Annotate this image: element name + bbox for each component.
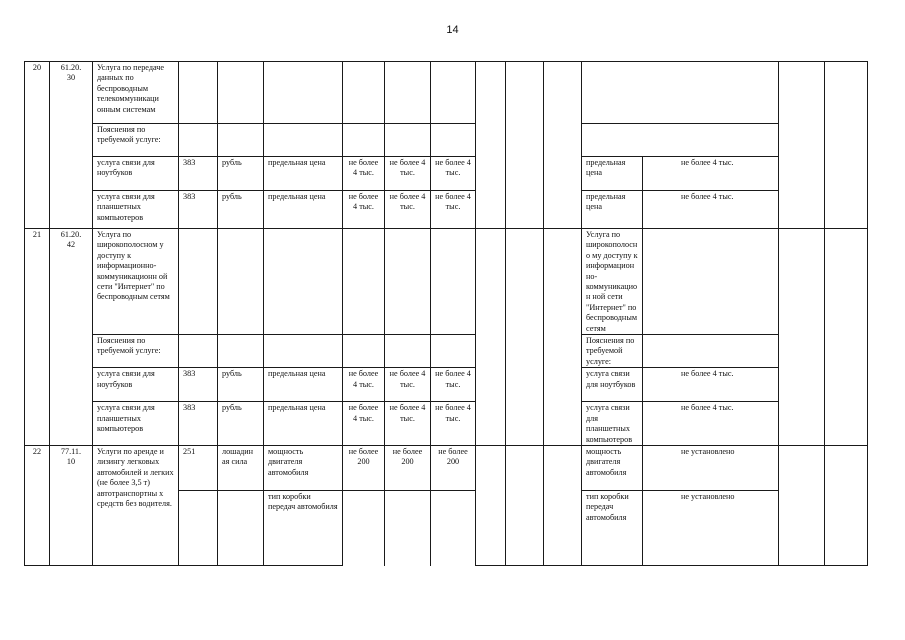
service-name: Услуги по аренде и лизингу легковых автомобилей и легких (не более 3,5 т) автотранспортны х средств без водителя. <box>93 445 179 565</box>
unit-name: рубль <box>218 157 264 191</box>
item-name: услуга связи для ноутбуков <box>93 368 179 402</box>
okei-code: 251 <box>179 445 218 490</box>
value-cell: не более 4 тыс. <box>431 368 476 402</box>
table-row <box>25 445 868 490</box>
value-cell: не более 4 тыс. <box>343 368 385 402</box>
requirements-table <box>24 61 868 566</box>
characteristic: тип коробки передач автомобиля <box>264 490 343 565</box>
okpd-code: 61.20. 42 <box>50 229 93 446</box>
value-cell: не более 4 тыс. <box>343 191 385 229</box>
table-row <box>25 229 868 335</box>
characteristic: мощность двигателя автомобиля <box>264 445 343 490</box>
characteristic: предельная цена <box>264 368 343 402</box>
service-name: Услуга по передаче данных по беспроводным телекоммуникаци онным системам <box>93 62 179 124</box>
value-cell: не более 4 тыс. <box>431 157 476 191</box>
value-cell: не более 4 тыс. <box>385 368 431 402</box>
table-row <box>25 402 868 446</box>
row-number: 21 <box>25 229 50 446</box>
okei-code: 383 <box>179 157 218 191</box>
table-row <box>25 62 868 124</box>
okei-code: 383 <box>179 402 218 446</box>
unit-name: рубль <box>218 402 264 446</box>
table-row <box>25 157 868 191</box>
characteristic-2: услуга связи для планшетных компьютеров <box>582 402 643 446</box>
value-cell: не более 200 <box>431 445 476 490</box>
characteristic-2: тип коробки передач автомобиля <box>582 490 643 565</box>
value-cell: не более 4 тыс. <box>343 157 385 191</box>
unit-name: лошадин ая сила <box>218 445 264 490</box>
characteristic-2: мощность двигателя автомобиля <box>582 445 643 490</box>
note-label: Пояснения по требуемой услуге: <box>93 335 179 368</box>
value-2: не более 4 тыс. <box>643 191 779 229</box>
note-label: Пояснения по требуемой услуге: <box>93 124 179 157</box>
characteristic-2: предельная цена <box>582 191 643 229</box>
value-cell: не более 4 тыс. <box>385 402 431 446</box>
page-number: 14 <box>446 24 459 36</box>
characteristic-2: услуга связи для ноутбуков <box>582 368 643 402</box>
value-cell: не более 200 <box>385 445 431 490</box>
service-name-2: Услуга по широкополосно му доступу к информационно-коммуникацион ной сети "Интернет" по беспроводным сетям <box>582 229 643 335</box>
value-cell: не более 4 тыс. <box>431 191 476 229</box>
table-row <box>25 191 868 229</box>
unit-name: рубль <box>218 368 264 402</box>
okpd-code: 77.11. 10 <box>50 445 93 565</box>
characteristic: предельная цена <box>264 191 343 229</box>
characteristic-2: предельная цена <box>582 157 643 191</box>
value-cell: не более 200 <box>343 445 385 490</box>
value-cell: не более 4 тыс. <box>343 402 385 446</box>
row-number: 22 <box>25 445 50 565</box>
row-number: 20 <box>25 62 50 229</box>
okei-code: 383 <box>179 368 218 402</box>
item-name: услуга связи для ноутбуков <box>93 157 179 191</box>
characteristic: предельная цена <box>264 157 343 191</box>
service-name: Услуга по широкополосном у доступу к информационно-коммуникационн ой сети "Интернет" по беспроводным сетям <box>93 229 179 335</box>
table-row <box>25 335 868 368</box>
item-name: услуга связи для планшетных компьютеров <box>93 191 179 229</box>
okei-code: 383 <box>179 191 218 229</box>
value-2: не более 4 тыс. <box>643 157 779 191</box>
value-cell: не более 4 тыс. <box>385 191 431 229</box>
item-name: услуга связи для планшетных компьютеров <box>93 402 179 446</box>
value-cell: не более 4 тыс. <box>385 157 431 191</box>
value-2: не более 4 тыс. <box>643 368 779 402</box>
unit-name: рубль <box>218 191 264 229</box>
value-2: не установлено <box>643 445 779 490</box>
table-row <box>25 368 868 402</box>
note-label-2: Пояснения по требуемой услуге: <box>582 335 643 368</box>
okpd-code: 61.20. 30 <box>50 62 93 229</box>
characteristic: предельная цена <box>264 402 343 446</box>
value-2: не более 4 тыс. <box>643 402 779 446</box>
value-2: не установлено <box>643 490 779 565</box>
value-cell: не более 4 тыс. <box>431 402 476 446</box>
table-row <box>25 124 868 157</box>
